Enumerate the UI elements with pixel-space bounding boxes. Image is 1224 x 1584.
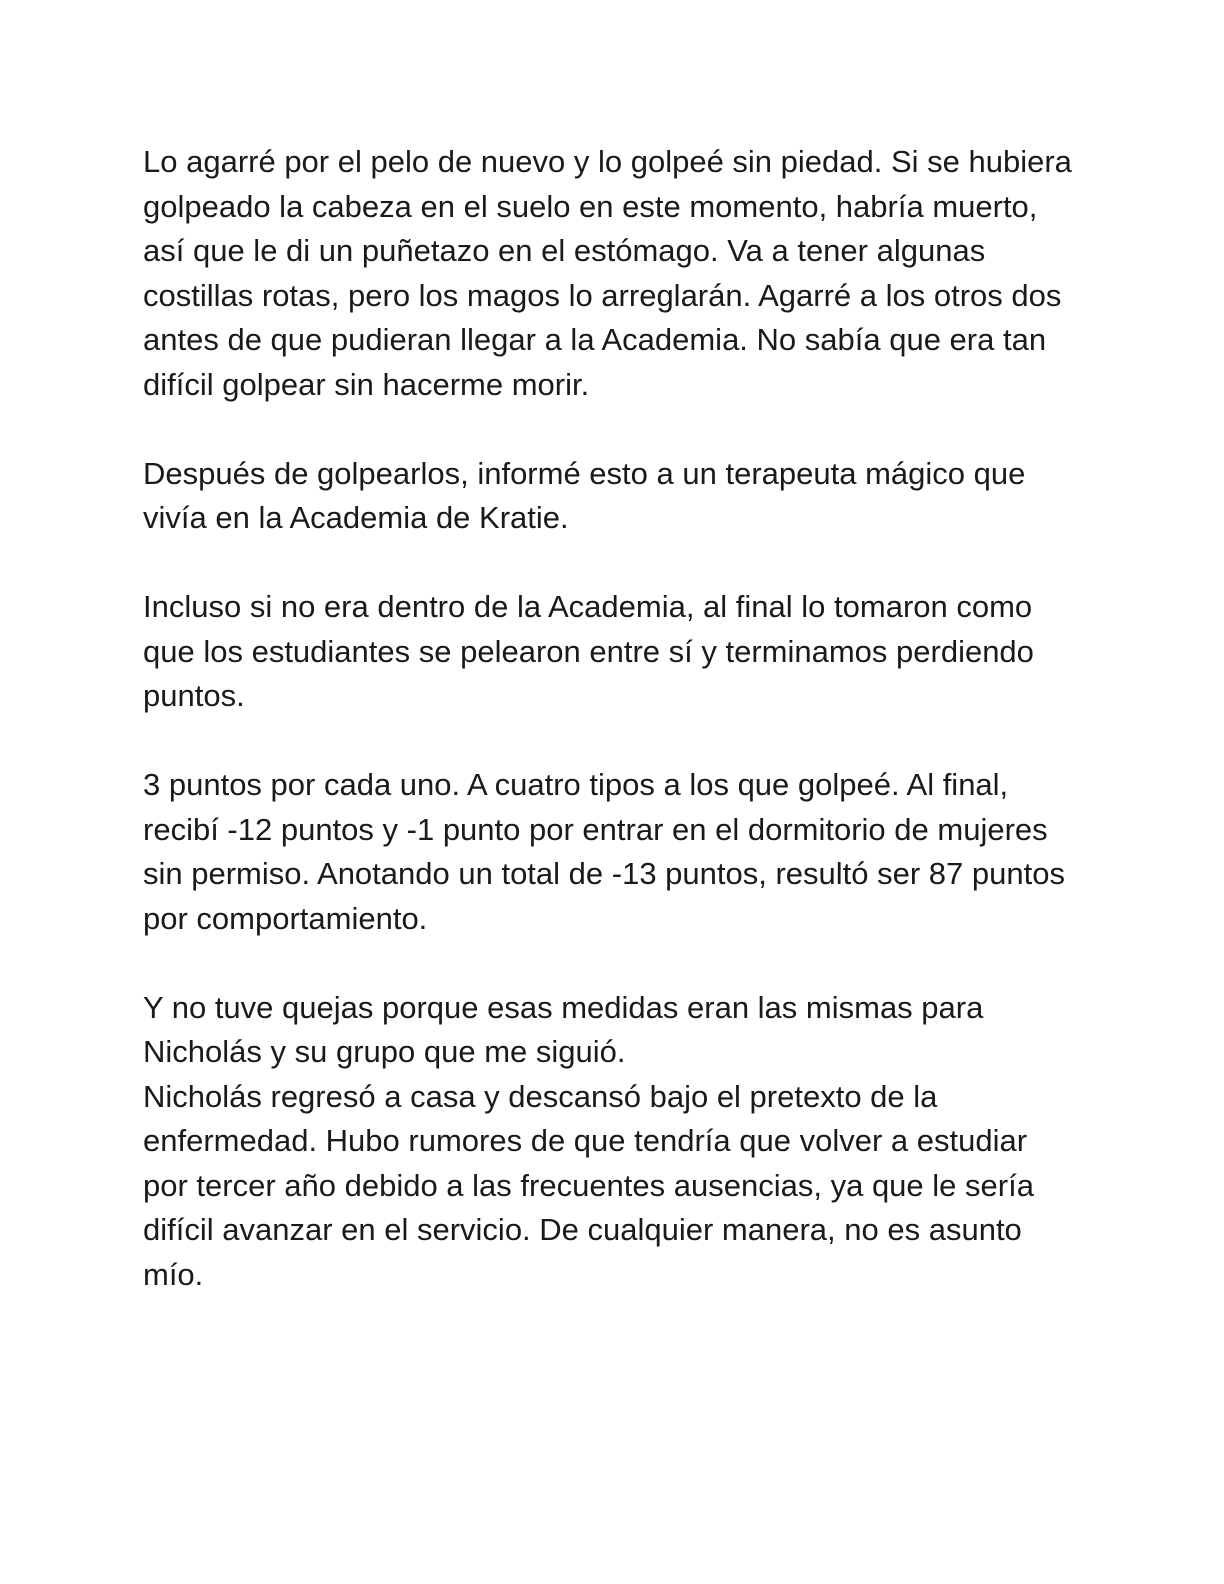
- paragraph-6: Nicholás regresó a casa y descansó bajo el pretexto de la enfermedad. Hubo rumores de que tendría que volver a estudiar por tercer año debido a las frecuentes ausencias, ya que le sería difícil avanzar en el servicio. De cualquier manera, no es asunto mío.: [143, 1078, 1034, 1292]
- paragraph-4: 3 puntos por cada uno. A cuatro tipos a los que golpeé. Al final, recibí -12 puntos y -1 punto por entrar en el dormitorio de mujeres sin permiso. Anotando un total de -13 puntos, resultó ser 87 puntos por comportamiento.: [143, 767, 1065, 936]
- document-page: [143, 140, 1073, 1342]
- paragraph-2: Después de golpearlos, informé esto a un terapeuta mágico que vivía en la Academia de Kratie.: [143, 455, 1026, 535]
- paragraph-5: Y no tuve quejas porque esas medidas eran las mismas para Nicholás y su grupo que me siguió.: [143, 989, 984, 1069]
- paragraph-3: Incluso si no era dentro de la Academia, al final lo tomaron como que los estudiantes se pelearon entre sí y terminamos perdiendo puntos.: [143, 589, 1034, 713]
- paragraph-1: Lo agarré por el pelo de nuevo y lo golpeé sin piedad. Si se hubiera golpeado la cabeza en el suelo en este momento, habría muerto, así que le di un puñetazo en el estómago. Va a tener algunas costillas rotas, pero los magos lo arreglarán. Agarré a los otros dos antes de que pudieran llegar a la Academia. No sabía que era tan difícil golpear sin hacerme morir.: [143, 144, 1072, 402]
